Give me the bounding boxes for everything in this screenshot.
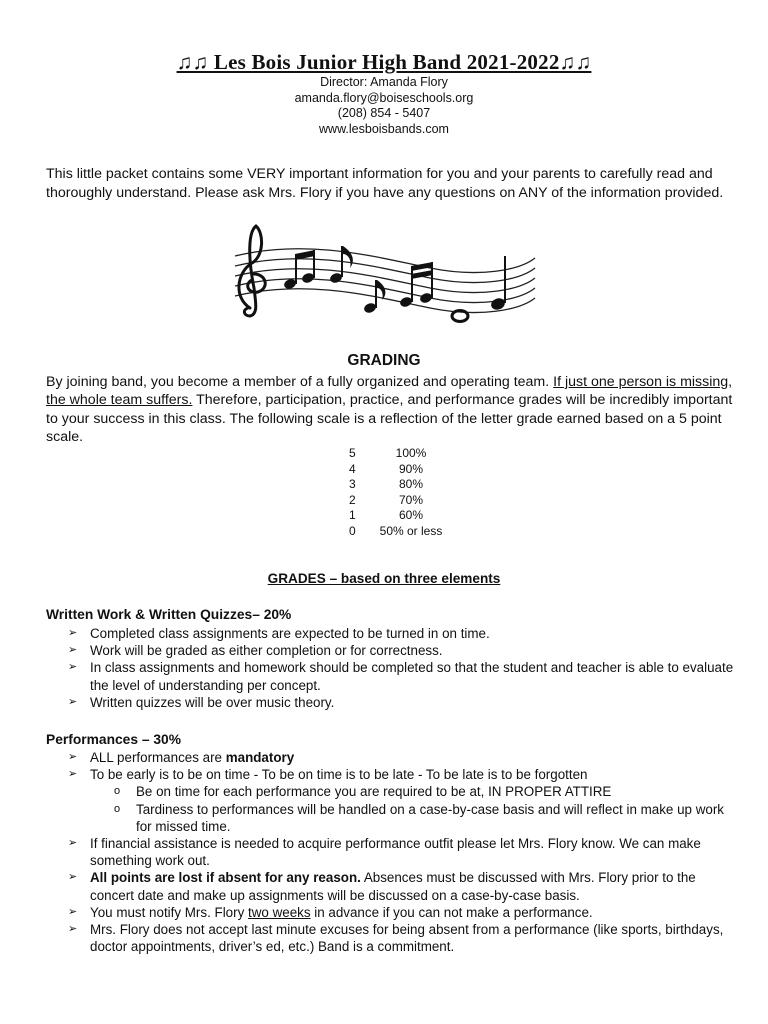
grade-scale-row [349,524,446,540]
arrow-bullet-icon: ➢ [68,695,78,708]
mandatory-bold: mandatory [225,750,295,765]
scale-percent: 70% [398,492,424,507]
circle-bullet-icon: o [114,785,121,798]
sub-list-item [46,801,736,835]
absence-rule-bold: All points are lost if absent for any reason. [90,870,361,886]
arrow-bullet-icon: ➢ [68,837,78,850]
scale-points: 0 [349,523,356,538]
scale-percent: 100% [395,446,427,460]
director-name: Director: Amanda Flory [320,75,448,89]
arrow-bullet-icon: ➢ [68,661,78,674]
list-item [46,659,736,693]
circle-bullet-icon: o [114,802,121,815]
grades-heading: GRADES – based on three elements [267,571,501,586]
grading-text-start: By joining band, you become a member of a fully organized and operating team. [46,374,554,390]
two-weeks-underlined: two weeks [248,904,311,920]
scale-points: 1 [349,508,356,523]
grade-scale-row [349,462,446,478]
sub-list-item [46,783,736,800]
grading-heading: GRADING [347,352,421,369]
intro-paragraph: This little packet contains some VERY important information for you and your parents to carefully read and thoroughly understand. Please ask Mrs. Flory if you have any questions on ANY of the information provided. [46,166,724,201]
arrow-bullet-icon: ➢ [68,768,78,781]
list-item [46,642,736,659]
grade-scale-row [349,508,446,524]
scale-points: 5 [349,446,356,460]
grade-scale-row [349,477,446,493]
list-item-text: In class assignments and homework should be completed so that the student and teacher is able to evaluate the level of understanding per concept. [90,660,734,693]
list-item-text: If financial assistance is needed to acquire performance outfit please let Mrs. Flory know. We can make something work out. [90,836,701,869]
scale-percent: 60% [398,508,424,523]
page-title: ♫♫ Les Bois Junior High Band 2021-2022♫♫ [176,50,592,74]
arrow-bullet-icon: ➢ [68,627,78,639]
grade-scale-row [349,493,446,509]
list-item [46,835,736,869]
grading-paragraph [46,373,736,447]
list-item [46,694,736,711]
list-item-text: Absences must be discussed with Mrs. Flory prior to the concert date and make up assignments will be discussed on a case-by-case basis. [90,870,696,903]
grading-text-end: Therefore, participation, practice, and performance grades will be incredibly important to your success in this class. The following scale is a reflection of the letter grade earned based on a 5 point scale. [46,392,733,446]
arrow-bullet-icon: ➢ [68,644,78,657]
scale-points: 4 [349,461,356,476]
list-item-text: Written quizzes will be over music theory. [90,694,335,710]
list-item [46,625,736,642]
band-website: www.lesboisbands.com [319,121,449,136]
scale-points: 3 [349,477,356,492]
list-item-text: Mrs. Flory does not accept last minute excuses for being absent from a performance (like sports, birthdays, doctor appointments, driver’s ed, etc.) Band is a commitment. [90,922,724,955]
arrow-bullet-icon: ➢ [68,871,78,884]
list-item [46,921,736,955]
list-item-text: ALL performances are [90,750,226,765]
contact-block [0,75,768,137]
director-email: amanda.flory@boiseschools.org [294,90,474,105]
director-phone: (208) 854 - 5407 [337,106,431,120]
team-quote-underlined: If just one person is missing, the whole team suffers. [46,374,733,409]
scale-percent: 80% [398,477,424,492]
list-item [46,904,736,921]
performances-list [46,749,736,955]
grade-scale-table [349,446,446,540]
performances-heading: Performances – 30% [46,732,181,747]
arrow-bullet-icon: ➢ [68,905,78,918]
written-work-list [46,625,736,711]
grade-scale-row [349,446,446,462]
list-item-text: To be early is to be on time - To be on time is to be late - To be late is to be forgotten [90,767,588,783]
written-work-heading: Written Work & Written Quizzes– 20% [46,607,292,622]
music-staff-notes-icon [230,218,540,330]
sub-item-text: Tardiness to performances will be handled on a case-by-case basis and will reflect in make up work for missed time. [136,801,724,834]
list-item-text: Work will be graded as either completion or for correctness. [90,643,443,659]
list-item-text: You must notify Mrs. Flory [90,904,249,920]
scale-percent: 50% or less [379,523,443,538]
list-item-text: in advance if you can not make a performance. [310,904,593,920]
list-item-text: Completed class assignments are expected to be turned in on time. [90,626,490,641]
list-item [46,766,736,783]
scale-percent: 90% [398,461,424,476]
arrow-bullet-icon: ➢ [68,923,78,936]
sub-item-text: Be on time for each performance you are required to be at, IN PROPER ATTIRE [136,784,612,800]
scale-points: 2 [349,492,356,507]
list-item [46,749,736,766]
list-item [46,869,736,903]
arrow-bullet-icon: ➢ [68,751,78,763]
